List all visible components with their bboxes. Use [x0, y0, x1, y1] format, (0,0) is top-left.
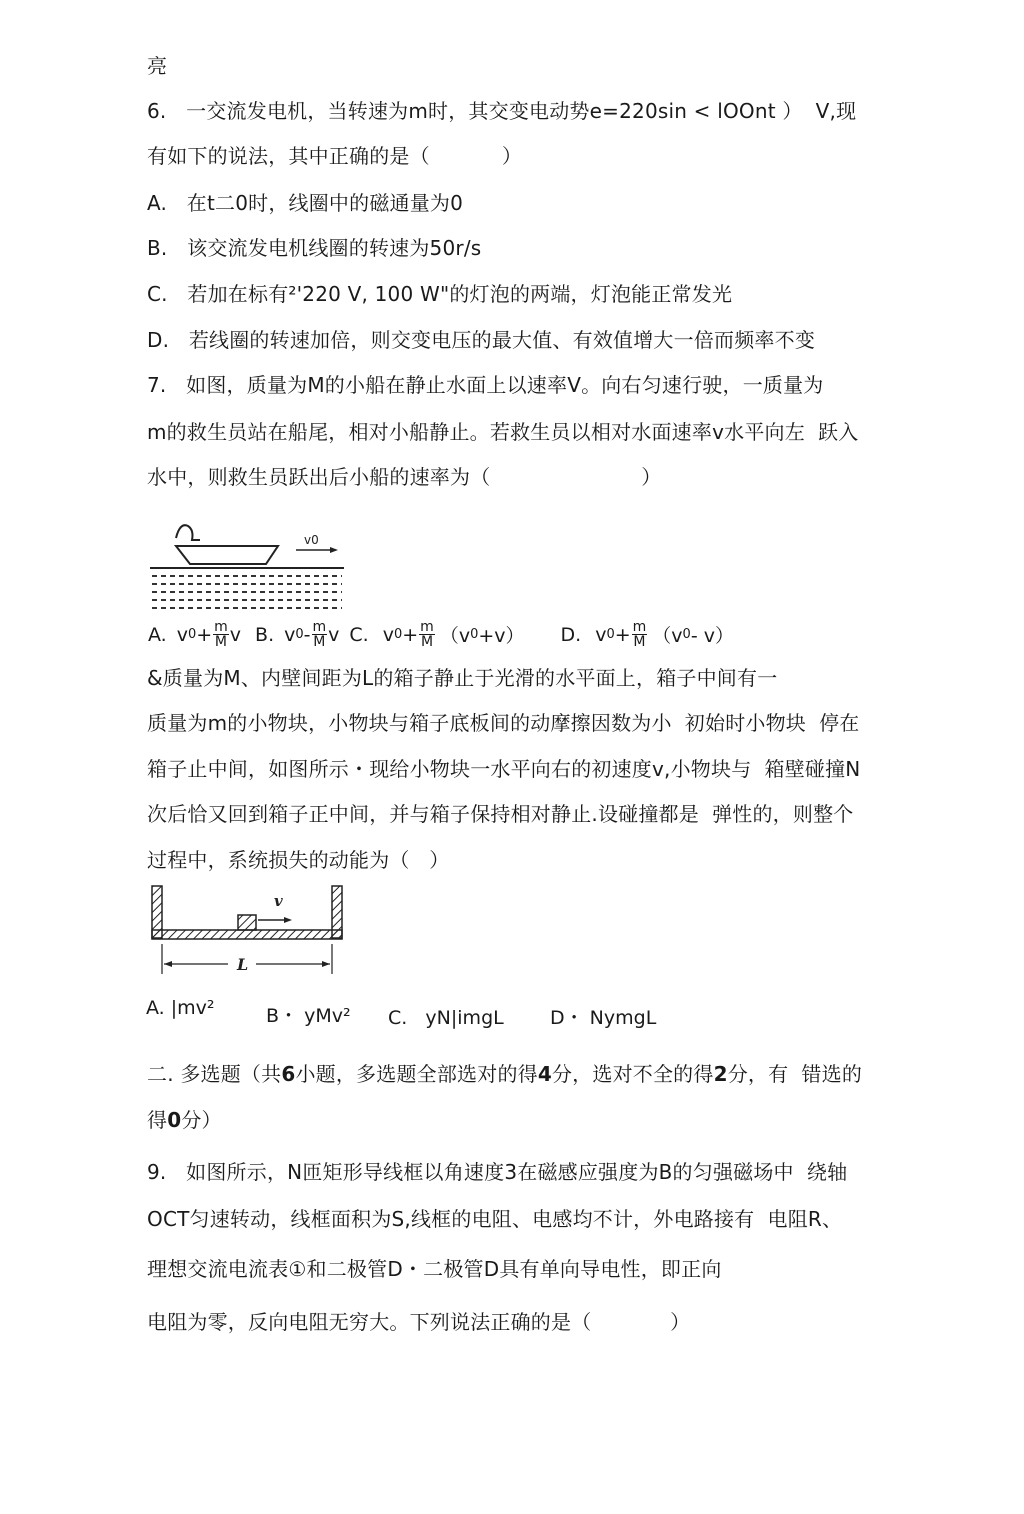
text-line: 亮: [147, 54, 168, 78]
option-c: C. 若加在标有²'220 V, 100 W"的灯泡的两端，灯泡能正常发光: [147, 282, 733, 306]
question-6-stem: 6. 一交流发电机，当转速为m时，其交变电动势e=220sin < lOOnt ） V,现: [147, 99, 857, 123]
boat-shape: [176, 546, 278, 564]
question-7-stem: 7. 如图，质量为M的小船在静止水面上以速率V。向右匀速行驶，一质量为: [147, 373, 824, 397]
text-line: 水中，则救生员跃出后小船的速率为（ ）: [147, 465, 662, 489]
question-8-stem: &质量为M、内壁间距为L的箱子静止于光滑的水平面上，箱子中间有一: [147, 666, 778, 690]
svg-text:v: v: [274, 892, 283, 910]
text-line: 有如下的说法，其中正确的是（ ）: [147, 144, 523, 168]
velocity-label: v0: [304, 533, 319, 547]
text-line: 箱子止中间，如图所示・现给小物块一水平向右的初速度v,小物块与 箱壁碰撞N: [147, 757, 861, 781]
option-d: D. 若线圈的转速加倍，则交变电压的最大值、有效值增大一倍而频率不变: [147, 328, 816, 352]
q8-option-a: A. |mv²: [146, 997, 215, 1019]
question-9-stem: 9. 如图所示，N匝矩形导线框以角速度3在磁感应强度为B的匀强磁场中 绕轴: [147, 1160, 848, 1184]
text-line: 次后恰又回到箱子正中间，并与箱子保持相对静止.设碰撞都是 弹性的，则整个: [147, 802, 854, 826]
q8-option-c: C. yN|imgL: [388, 1007, 504, 1029]
section-heading: 二. 多选题（共6小题，多选题全部选对的得4分，选对不全的得2分，有 错选的: [147, 1062, 863, 1086]
lifeguard-shape: [176, 525, 200, 540]
svg-text:L: L: [237, 955, 249, 974]
text-line: m的救生员站在船尾，相对小船静止。若救生员以相对水面速率v水平向左 跃入: [147, 420, 859, 444]
option-a: A. 在t二0时，线圈中的磁通量为0: [147, 191, 464, 215]
section-heading-cont: 得0分）: [147, 1108, 222, 1132]
box-figure: [148, 882, 348, 977]
text-line: 理想交流电流表①和二极管D・二极管D具有单向导电性，即正向: [147, 1257, 722, 1281]
option-b: B. 该交流发电机线圈的转速为50r/s: [147, 236, 482, 260]
q8-option-d: D・ NymgL: [550, 1007, 657, 1029]
text-line: 过程中，系统损失的动能为（ ）: [147, 848, 450, 872]
q8-option-b: B・ yMv²: [266, 1005, 351, 1027]
q7-options: A. v 0 + $\frac{m}{M}$ v B. v 0 - $\frac{m}{M}$ v C. v 0 + $\frac{m}{M}$ （v 0 +v） D. v 0 + $\frac{m}{M}$ （v 0 - v）: [148, 619, 734, 650]
small-block: [238, 915, 256, 930]
box-floor: [152, 930, 342, 939]
text-line: OCT匀速转动，线框面积为S,线框的电阻、电感均不计，外电路接有 电阻R、: [147, 1207, 843, 1231]
text-line: 电阻为零，反向电阻无穷大。下列说法正确的是（ ）: [147, 1310, 691, 1334]
text-line: 质量为m的小物块，小物块与箱子底板间的动摩擦因数为小 初始时小物块 停在: [147, 711, 860, 735]
boat-figure: [148, 518, 348, 613]
